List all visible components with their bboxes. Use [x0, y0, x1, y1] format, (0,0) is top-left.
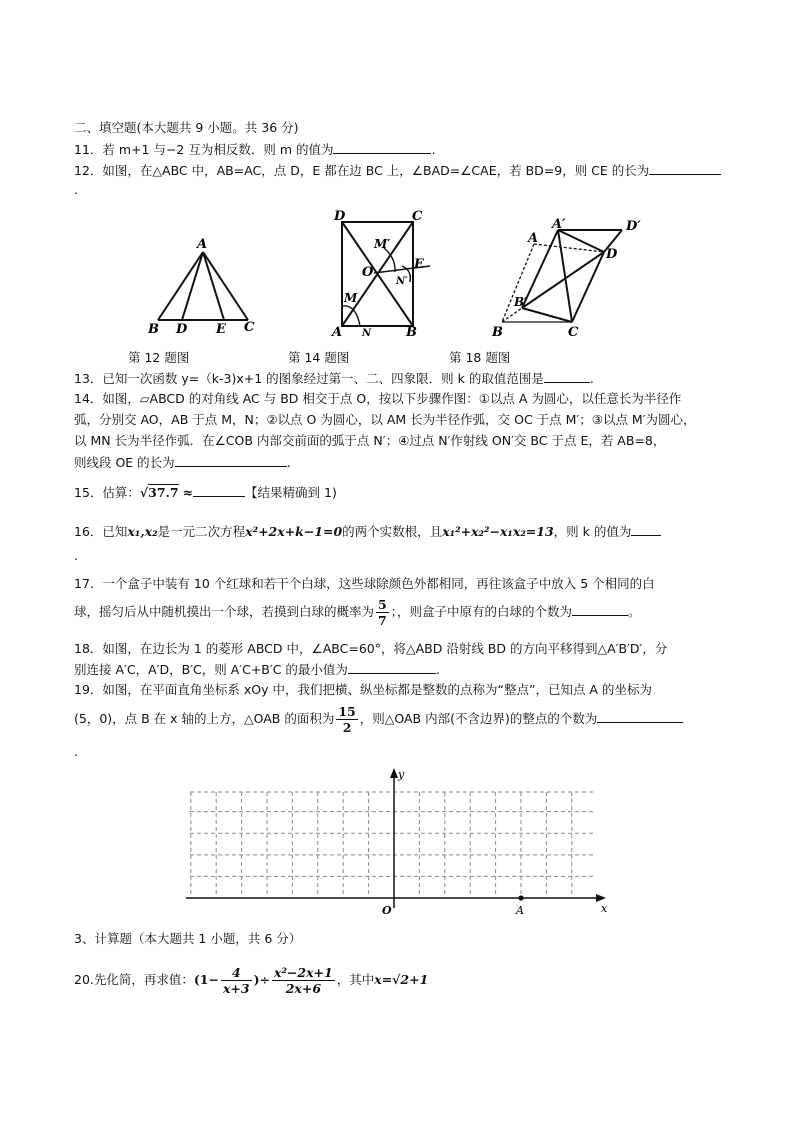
- question-18-line-2: [74, 659, 440, 680]
- figure-12: [140, 232, 270, 337]
- question-16: [74, 520, 661, 544]
- fig14-caption: 第 14 题图: [288, 350, 350, 365]
- fig14-label-d: D: [334, 209, 346, 224]
- fig18-label-b: B: [492, 325, 503, 340]
- q17-line-1: 17．一个盒子中装有 10 个红球和若干个白球，这些球除颜色外都相同，再往该盒子中放入 5 个相同的白: [74, 576, 655, 591]
- q14-line-2: 弧，分别交 AO，AB 于点 M，N；②以点 O 为圆心，以 AM 长为半径作弧，交 OC 于点 M′；③以点 M′为圆心，: [74, 412, 696, 427]
- q17-end: 。: [627, 604, 641, 619]
- q17-fraction: [376, 597, 389, 628]
- q14-end: .: [286, 455, 291, 470]
- q20-f1-den: x+3: [222, 981, 250, 996]
- q18-line-2: 别连接 A′C，A′D，B′C，则 A′C+B′C 的最小值为: [74, 662, 348, 677]
- fig18-label-c: C: [568, 325, 579, 340]
- fig18-label-d-prime: D′: [626, 219, 641, 234]
- fig14-label-c: C: [412, 209, 423, 224]
- q19-fraction: [336, 704, 357, 735]
- q16-mid: 是一元二次方程: [157, 524, 246, 539]
- q15-sqrt-sign: √: [139, 485, 149, 500]
- q16-prefix: 16．已知: [74, 524, 128, 539]
- q20-given: x=√2+1: [374, 972, 429, 987]
- fig12-caption: 第 12 题图: [128, 350, 190, 365]
- fig14-label-n-prime: N′: [396, 276, 408, 287]
- q14-line-3: 以 MN 长为半径作弧．在∠COB 内部交前面的弧于点 N′；④过点 N′作射线 ON′交 BC 于点 E，若 AB=8，: [74, 433, 666, 448]
- q13-answer-blank[interactable]: [544, 368, 590, 383]
- q16-end: .: [74, 548, 78, 563]
- fig18-caption: 第 18 题图: [449, 350, 511, 365]
- figure-18: [486, 214, 656, 342]
- q12-text: 12．如图，在△ABC 中，AB=AC，点 D，E 都在边 BC 上，∠BAD=∠CAE，若 BD=9，则 CE 的长为: [74, 163, 650, 178]
- fig12-label-c: C: [244, 320, 255, 335]
- fig12-label-d: D: [176, 322, 188, 337]
- question-11: [74, 139, 435, 160]
- q15-prefix: 15．估算：: [74, 485, 140, 500]
- q19-end: .: [74, 744, 78, 759]
- q19-fraction-num: 15: [338, 704, 356, 719]
- q20-prefix: 20.先化简，再求值：: [74, 972, 194, 987]
- question-14-last-line: [74, 452, 291, 473]
- fig18-label-d: D: [606, 247, 618, 262]
- q15-note: 【结果精确到 1): [245, 485, 337, 500]
- grid-label-y: y: [398, 768, 405, 781]
- grid-label-x: x: [601, 902, 608, 915]
- fig14-label-n: N: [362, 328, 372, 338]
- grid-label-a: A: [516, 904, 524, 917]
- q15-radicand: 37.7: [148, 485, 179, 500]
- question-19-line-2: [74, 700, 683, 738]
- q15-approx: ≈: [182, 485, 194, 500]
- question-13: [74, 368, 594, 389]
- q16-vars: x₁,x₂: [127, 524, 158, 539]
- fig18-label-a: A: [528, 231, 539, 246]
- q20-expr-lead: (1−: [193, 972, 219, 987]
- fig14-label-m: M: [344, 291, 358, 305]
- q17-fraction-den: 7: [378, 613, 387, 628]
- fig14-label-a: A: [332, 325, 343, 338]
- grid-label-o: O: [382, 904, 392, 917]
- q16-mid2: 的两个实数根，且: [342, 524, 443, 539]
- q17-fraction-num: 5: [378, 597, 387, 612]
- q18-line-1: 18．如图，在边长为 1 的菱形 ABCD 中，∠ABC=60°，将△ABD 沿射线 BD 的方向平移得到△A′B′D′，分: [74, 641, 668, 656]
- q18-answer-blank[interactable]: [348, 659, 436, 674]
- q11-text: 11．若 m+1 与−2 互为相反数．则 m 的值为: [74, 142, 334, 157]
- q19-grid-figure: [176, 766, 616, 918]
- q20-fraction-2: [272, 965, 335, 996]
- fig18-label-a-prime: A′: [552, 217, 566, 232]
- q19-fraction-den: 2: [342, 720, 352, 735]
- q18-end: .: [435, 662, 440, 677]
- q11-end: .: [431, 142, 436, 157]
- section-header-calc: 3、计算题（本大题共 1 小题，共 6 分）: [74, 931, 302, 946]
- q19-line-2-post: ，则△OAB 内部(不含边界)的整点的个数为: [359, 711, 598, 726]
- fig12-label-a: A: [197, 237, 208, 252]
- q16-suffix: ，则 k 的值为: [553, 524, 632, 539]
- q16-condition: x₁²+x₂²−x₁x₂=13: [442, 524, 554, 539]
- fig12-label-b: B: [148, 322, 159, 337]
- q20-f2-den: 2x+6: [285, 981, 322, 996]
- fig14-label-o: O: [362, 265, 374, 280]
- q20-suffix: ，其中: [336, 972, 375, 987]
- q17-line-2-pre: 球，摇匀后从中随机摸出一个球，若摸到白球的概率为: [74, 604, 375, 619]
- q19-line-2-pre: (5，0)，点 B 在 x 轴的上方，△OAB 的面积为: [74, 711, 335, 726]
- q16-equation: x²+2x+k−1=0: [245, 524, 343, 539]
- q13-end: .: [589, 371, 594, 386]
- fig14-label-b: B: [406, 325, 417, 338]
- q19-answer-blank[interactable]: [597, 708, 683, 723]
- fig14-label-m-prime: M′: [374, 237, 391, 251]
- question-17-line-2: [74, 594, 641, 630]
- q12-end: .: [74, 182, 78, 197]
- q17-line-2-post: ；，则盒子中原有的白球的个数为: [390, 604, 572, 619]
- q20-f2-num: x²−2x+1: [274, 965, 333, 980]
- figure-14: [326, 206, 438, 338]
- q20-f1-num: 4: [221, 965, 252, 981]
- q20-fraction-1: [221, 965, 252, 996]
- question-15: [74, 481, 337, 505]
- question-20: [74, 960, 428, 1000]
- q11-answer-blank[interactable]: [333, 139, 431, 154]
- q14-line-1: 14．如图，▱ABCD 的对角线 AC 与 BD 相交于点 O，按以下步骤作图：①以点 A 为圆心，以任意长为半径作: [74, 391, 682, 406]
- q17-answer-blank[interactable]: [572, 601, 628, 616]
- q16-answer-blank[interactable]: [631, 521, 661, 536]
- q20-expr-mid: )÷: [253, 972, 270, 987]
- q12-answer-blank[interactable]: [649, 160, 721, 175]
- q19-line-1: 19．如图，在平面直角坐标系 xOy 中，我们把横、纵坐标都是整数的点称为“整点”，已知点 A 的坐标为: [74, 682, 652, 697]
- q13-text: 13．已知一次函数 y=（k-3)x+1 的图象经过第一、二、四象限．则 k 的取值范围是: [74, 371, 544, 386]
- question-12: [74, 160, 721, 181]
- section-header-fill-blank: 二、填空题(本大题共 9 小题。共 36 分): [74, 120, 299, 135]
- q15-answer-blank[interactable]: [193, 482, 245, 497]
- q14-line-4: 则线段 OE 的长为: [74, 455, 175, 470]
- fig18-label-b-prime: B′: [514, 295, 528, 309]
- fig12-label-e: E: [216, 322, 226, 337]
- q14-answer-blank[interactable]: [175, 452, 287, 467]
- fig14-label-e: E: [414, 257, 424, 272]
